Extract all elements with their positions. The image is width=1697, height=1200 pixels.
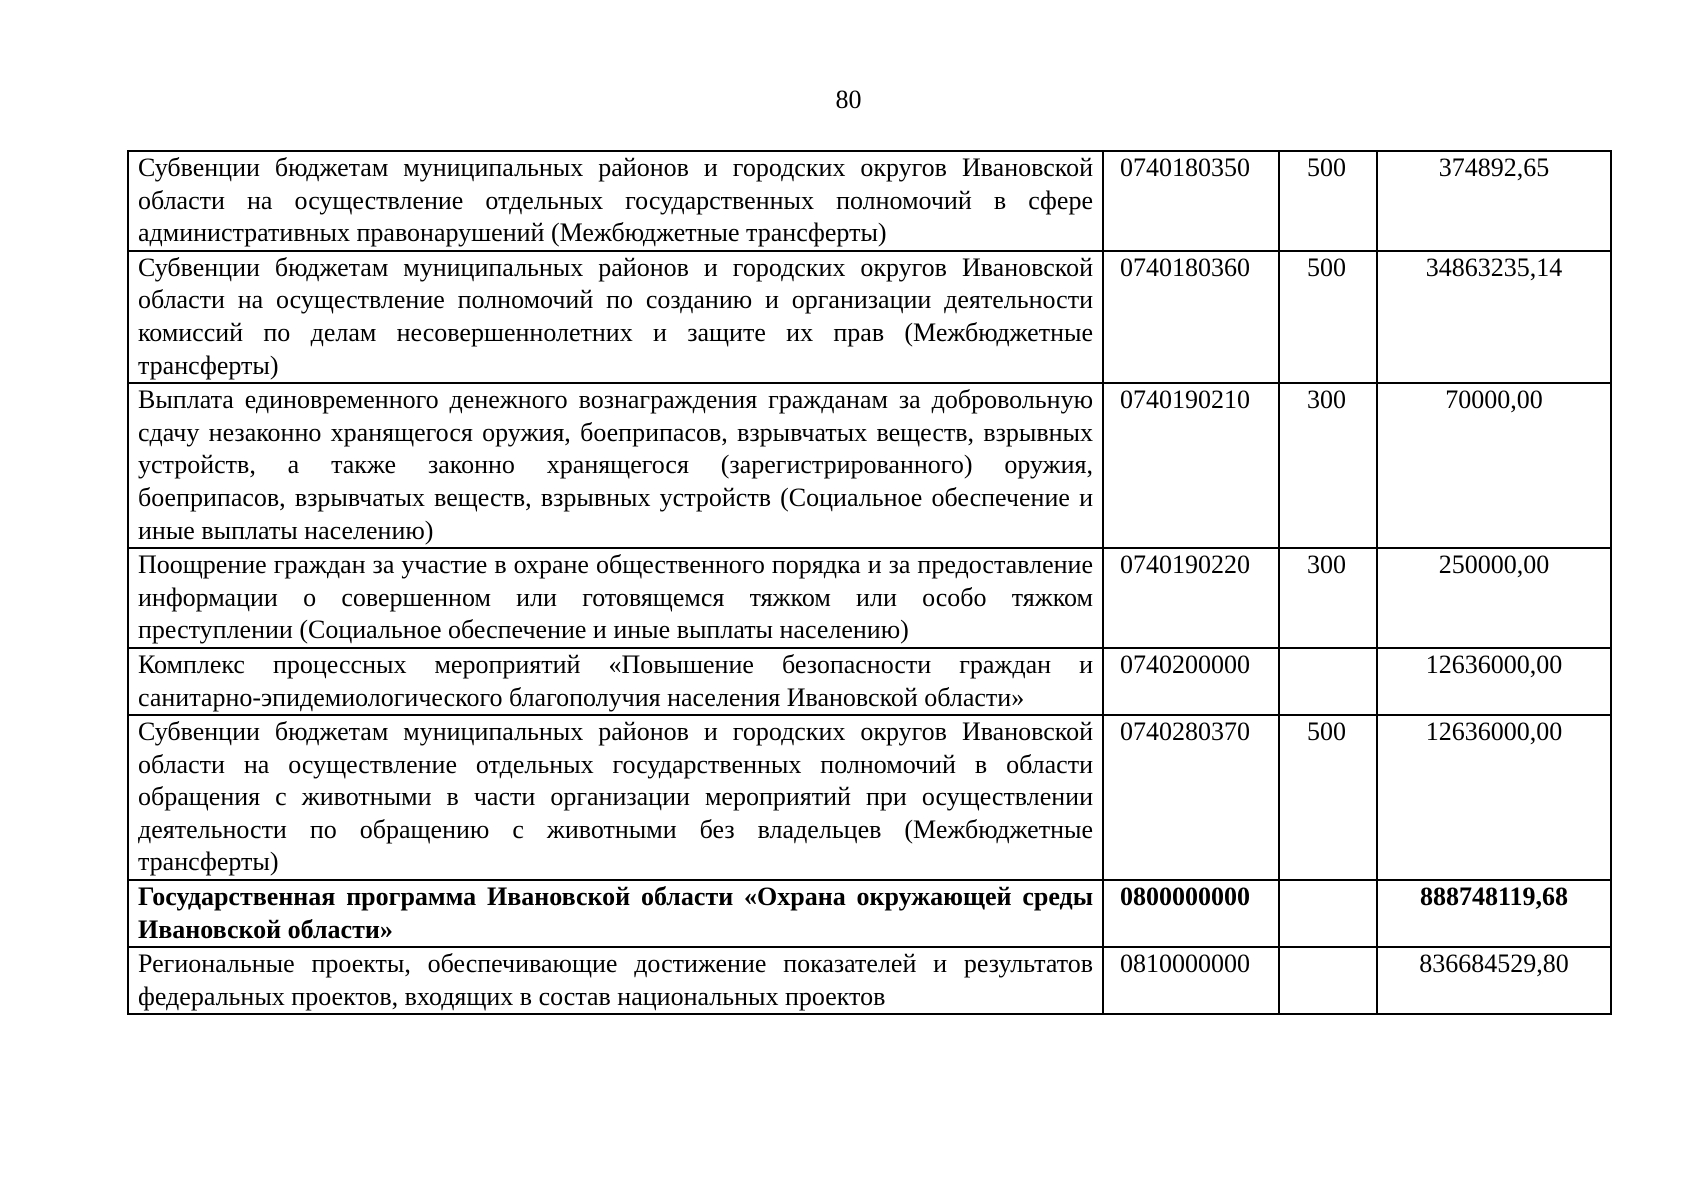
row-description: Выплата единовременного денежного вознаграждения гражданам за добровольную сдачу незаконно хранящегося оружия, боеприпасов, взрывчатых веществ, взрывных устройств, а также законно хранящегося (зарегистрированного) оружия, боеприпасов, взрывчатых веществ, взрывных устройств (Социальное обеспечение и иные выплаты населению) xyxy=(128,383,1103,548)
table-row xyxy=(128,383,1611,548)
row-target-code: 0810000000 xyxy=(1103,947,1279,1014)
row-description: Комплекс процессных мероприятий «Повышение безопасности граждан и санитарно-эпидемиологического благополучия населения Ивановской области» xyxy=(128,648,1103,715)
row-description: Поощрение граждан за участие в охране общественного порядка и за предоставление информации о совершенном или готовящемся тяжком или особо тяжком преступлении (Социальное обеспечение и иные выплаты населению) xyxy=(128,548,1103,648)
row-amount: 12636000,00 xyxy=(1377,715,1611,880)
row-target-code: 0740180350 xyxy=(1103,151,1279,251)
page-number: 80 xyxy=(835,85,862,114)
row-expense-type: 500 xyxy=(1279,715,1377,880)
row-amount: 888748119,68 xyxy=(1377,880,1611,947)
row-amount: 70000,00 xyxy=(1377,383,1611,548)
row-amount: 250000,00 xyxy=(1377,548,1611,648)
row-target-code: 0740190220 xyxy=(1103,548,1279,648)
row-expense-type xyxy=(1279,648,1377,715)
row-expense-type xyxy=(1279,947,1377,1014)
table-row xyxy=(128,715,1611,880)
row-description: Субвенции бюджетам муниципальных районов и городских округов Ивановской области на осуществление отдельных государственных полномочий в области обращения с животными в части организации мероприятий при осуществлении деятельности по обращению с животными без владельцев (Межбюджетные трансферты) xyxy=(128,715,1103,880)
row-description: Региональные проекты, обеспечивающие достижение показателей и результатов федеральных проектов, входящих в состав национальных проектов xyxy=(128,947,1103,1014)
row-description: Субвенции бюджетам муниципальных районов и городских округов Ивановской области на осуществление полномочий по созданию и организации деятельности комиссий по делам несовершеннолетних и защите их прав (Межбюджетные трансферты) xyxy=(128,251,1103,383)
row-target-code: 0740280370 xyxy=(1103,715,1279,880)
row-amount: 34863235,14 xyxy=(1377,251,1611,383)
row-description: Субвенции бюджетам муниципальных районов и городских округов Ивановской области на осуществление отдельных государственных полномочий в сфере административных правонарушений (Межбюджетные трансферты) xyxy=(128,151,1103,251)
row-amount: 12636000,00 xyxy=(1377,648,1611,715)
table-row xyxy=(128,947,1611,1014)
table-row xyxy=(128,648,1611,715)
table-row xyxy=(128,880,1611,947)
row-expense-type: 300 xyxy=(1279,548,1377,648)
row-target-code: 0740180360 xyxy=(1103,251,1279,383)
row-expense-type: 300 xyxy=(1279,383,1377,548)
table-row xyxy=(128,151,1611,251)
row-description: Государственная программа Ивановской области «Охрана окружающей среды Ивановской области» xyxy=(128,880,1103,947)
table-row xyxy=(128,548,1611,648)
row-amount: 374892,65 xyxy=(1377,151,1611,251)
budget-table xyxy=(127,150,1612,1015)
row-target-code: 0740190210 xyxy=(1103,383,1279,548)
row-expense-type: 500 xyxy=(1279,251,1377,383)
row-amount: 836684529,80 xyxy=(1377,947,1611,1014)
table-row xyxy=(128,251,1611,383)
row-target-code: 0800000000 xyxy=(1103,880,1279,947)
row-expense-type: 500 xyxy=(1279,151,1377,251)
row-target-code: 0740200000 xyxy=(1103,648,1279,715)
row-expense-type xyxy=(1279,880,1377,947)
